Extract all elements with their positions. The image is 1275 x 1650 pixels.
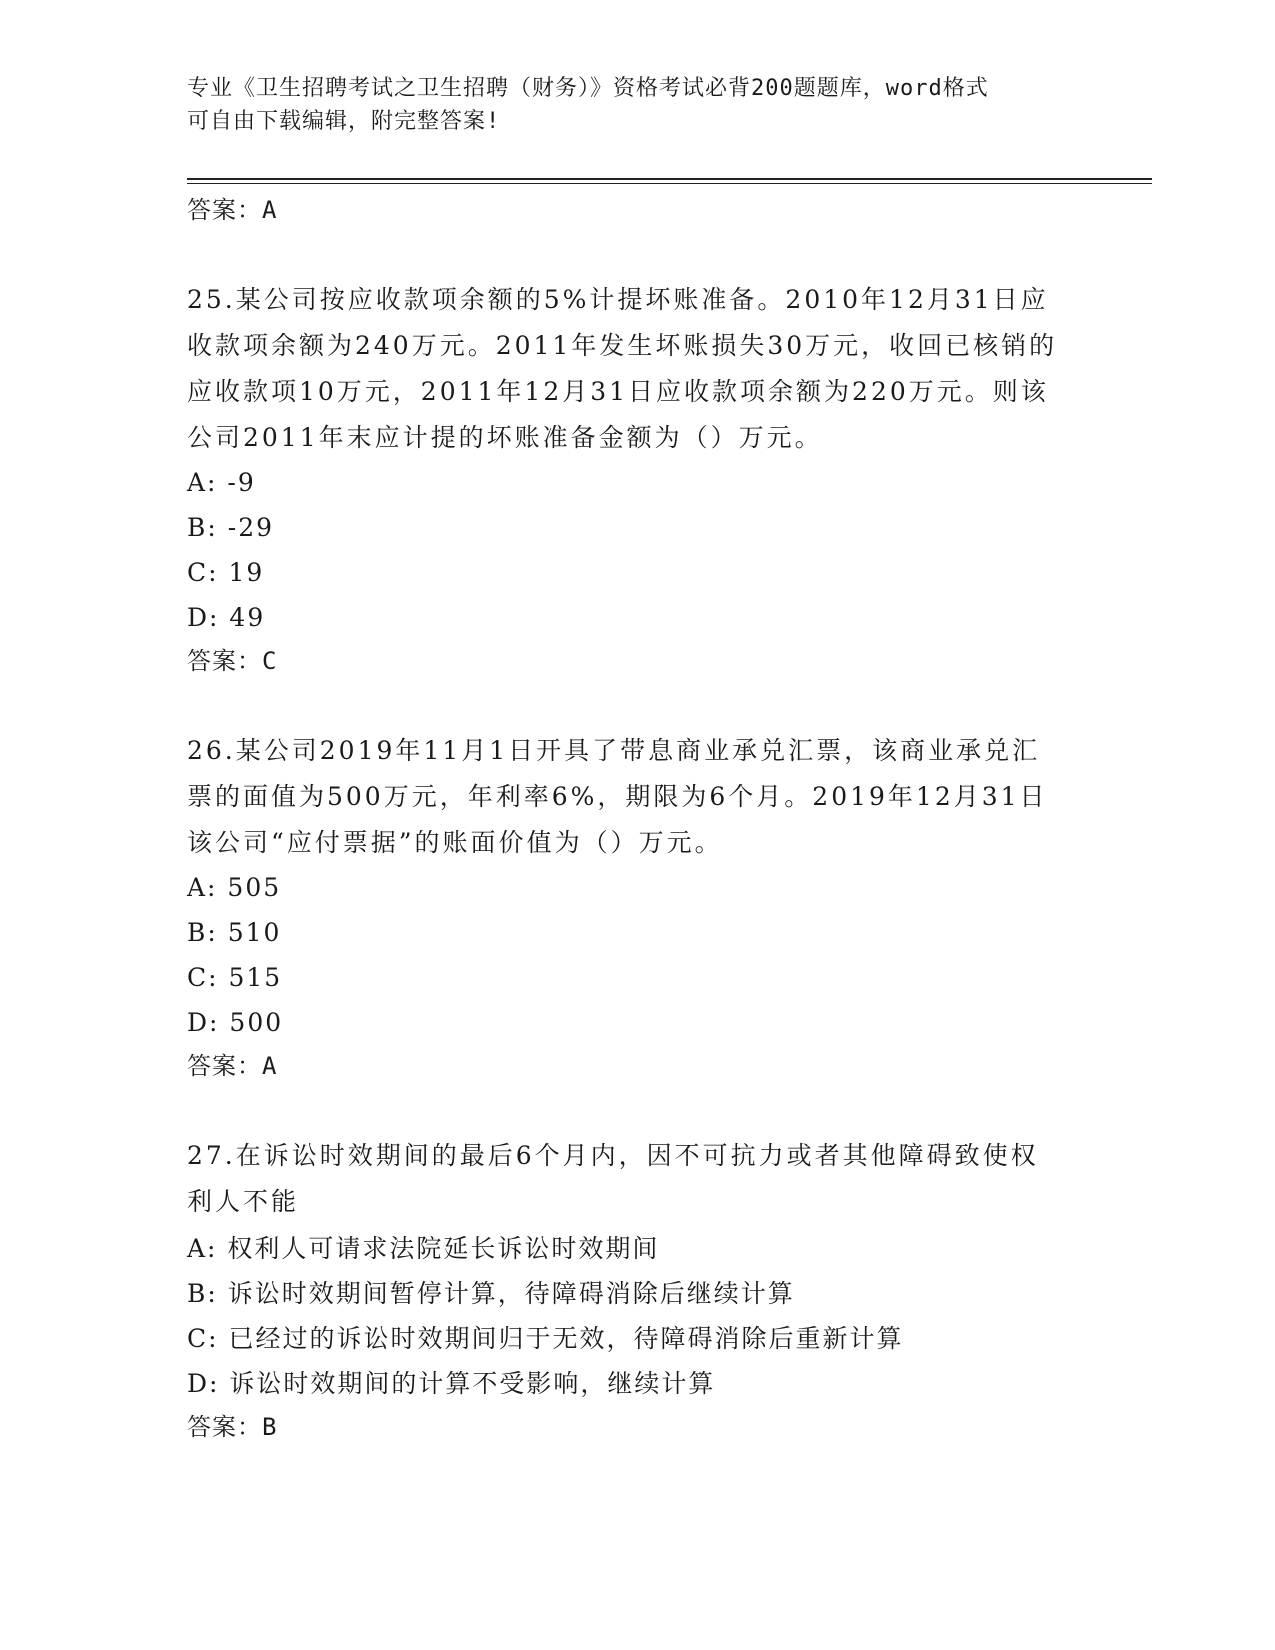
- question-26-text: [187, 728, 1087, 866]
- header-line-1: 专业《卫生招聘考试之卫生招聘（财务）》资格考试必背200题题库，word格式: [187, 76, 989, 101]
- question-25-option-c: C: 19: [187, 558, 265, 587]
- question-26-answer: 答案：A: [187, 1052, 278, 1080]
- question-27-text: [187, 1133, 1087, 1225]
- question-line: 26.某公司2019年11月1日开具了带息商业承兑汇票，该商业承兑汇: [187, 736, 1041, 765]
- question-26-option-d: D: 500: [187, 1008, 284, 1037]
- question-line: 公司2011年末应计提的坏账准备金额为（）万元。: [187, 423, 823, 452]
- question-25-option-d: D: 49: [187, 603, 266, 632]
- header-line-2: 可自由下载编辑，附完整答案!: [187, 109, 501, 134]
- question-line: 25.某公司按应收款项余额的5%计提坏账准备。2010年12月31日应: [187, 285, 1049, 314]
- question-27-option-a: A: 权利人可请求法院延长诉讼时效期间: [187, 1234, 660, 1263]
- question-25-answer: 答案：C: [187, 647, 278, 675]
- question-25-option-a: A: -9: [187, 468, 256, 497]
- question-27-answer: 答案：B: [187, 1413, 278, 1441]
- question-25-text: [187, 277, 1087, 461]
- question-line: 票的面值为500万元，年利率6%，期限为6个月。2019年12月31日: [187, 782, 1048, 811]
- previous-answer: 答案：A: [187, 196, 278, 224]
- page-header: [187, 72, 1087, 138]
- question-line: 应收款项10万元，2011年12月31日应收款项余额为220万元。则该: [187, 377, 1049, 406]
- header-divider: [187, 178, 1152, 180]
- question-27-option-d: D: 诉讼时效期间的计算不受影响，继续计算: [187, 1369, 716, 1398]
- question-26-option-c: C: 515: [187, 963, 283, 992]
- question-26-option-a: A: 505: [187, 873, 282, 902]
- question-25-option-b: B: -29: [187, 513, 274, 542]
- question-26-option-b: B: 510: [187, 918, 282, 947]
- question-line: 该公司“应付票据”的账面价值为（）万元。: [187, 828, 723, 857]
- question-line: 收款项余额为240万元。2011年发生坏账损失30万元，收回已核销的: [187, 331, 1058, 360]
- question-27-option-b: B: 诉讼时效期间暂停计算，待障碍消除后继续计算: [187, 1279, 795, 1308]
- question-27-option-c: C: 已经过的诉讼时效期间归于无效，待障碍消除后重新计算: [187, 1324, 904, 1353]
- header-divider-thin: [187, 183, 1152, 184]
- question-line: 利人不能: [187, 1187, 300, 1216]
- question-line: 27.在诉讼时效期间的最后6个月内，因不可抗力或者其他障碍致使权: [187, 1141, 1039, 1170]
